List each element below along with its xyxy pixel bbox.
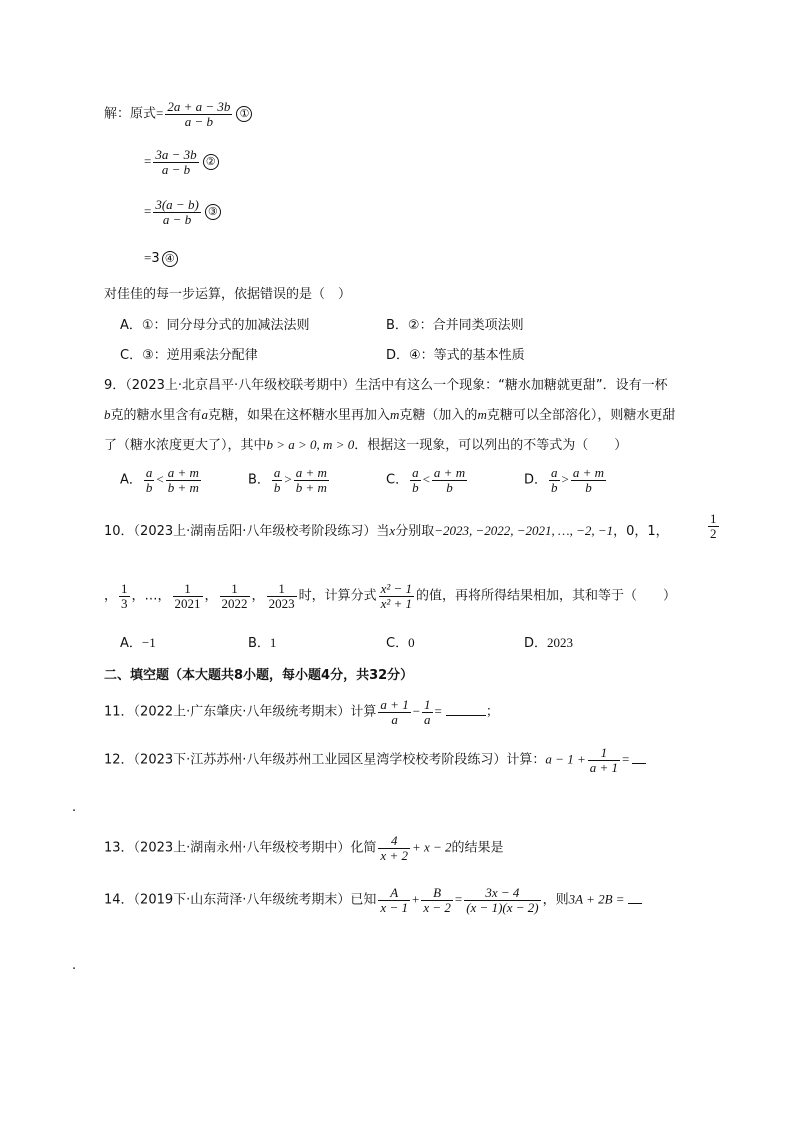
- solution-step-1: 解：原式= $\frac{2a + a - 3b}{a - b}$ ①: [104, 100, 252, 128]
- step2-denominator: a − b: [161, 161, 191, 177]
- q9-line-1: 9．（2023上·北京昌平·八年级校联考期中）生活中有这么一个现象：“糖水加糖就更甜”．设有一杯: [104, 378, 668, 393]
- step-mark-1: ①: [236, 106, 252, 122]
- q10-line-2: ， $\frac{1}{3}$ ，…， $\frac{1}{2021}$ ， $\frac{1}{2022}$ ， $\frac{1}{2023}$ 时，计算分式 $\frac{\text{x² − 1}}{\text{x² + 1}}$ 的值，再将所得结果相加，其和等于（ ）: [104, 581, 677, 611]
- step1-numerator: 2a + a − 3b: [167, 99, 231, 114]
- step3-denominator: a − b: [162, 211, 192, 227]
- solution-step-2: = $\frac{3a - 3b}{a - b}$ ②: [144, 148, 219, 176]
- q8-option-c[interactable]: C．③：逆用乘法分配律: [120, 348, 258, 363]
- solution-step-3: = $\frac{3(a - b)}{a - b}$ ③: [144, 198, 221, 226]
- q10-values: −2023, −2022, −2021, …, −2, −1: [434, 523, 614, 538]
- q11-number: 11．: [104, 704, 134, 720]
- q10-number: 10．: [104, 524, 134, 539]
- step3-numerator: 3(a − b): [155, 197, 199, 212]
- q12-answer-blank[interactable]: [632, 753, 646, 764]
- q12-dot: .: [72, 800, 77, 815]
- q10-option-b[interactable]: B．1: [248, 635, 277, 651]
- section-2-title: 二、填空题（本大题共8小题，每小题4分，共32分）: [104, 668, 414, 683]
- step-mark-2: ②: [203, 154, 219, 170]
- q9-option-a[interactable]: A． $\frac{a}{b}$ < $\frac{a + m}{b + m}$: [120, 465, 199, 495]
- q14-source: （2019下·山东菏泽·八年级统考期末）: [133, 892, 351, 908]
- q10-option-d[interactable]: D．2023: [524, 635, 574, 651]
- q13-source: （2023上·湖南永州·八年级校考期中）: [133, 840, 351, 856]
- q12-number: 12．: [104, 752, 134, 768]
- q9-option-c[interactable]: C． $\frac{a}{b}$ < $\frac{a + m}{b}$: [386, 465, 466, 495]
- q12-source: （2023下·江苏苏州·八年级苏州工业园区星湾学校校考阶段练习）: [133, 752, 507, 768]
- q8-stem: 对佳佳的每一步运算，依据错误的是（ ）: [104, 287, 352, 302]
- step1-denominator: a − b: [184, 113, 214, 129]
- q10-option-c[interactable]: C．0: [386, 635, 415, 651]
- q9-line-2: b克的糖水里含有a克糖，如果在这杯糖水里再加入m克糖（加入的m克糖可以全部溶化），则糖水更甜: [104, 407, 676, 423]
- q13: 13．（2023上·湖南永州·八年级校考期中）化简 $\frac{4}{x + 2}$ + x − 2的结果是: [104, 833, 504, 863]
- q10-source: （2023上·湖南岳阳·八年级校考阶段练习）: [133, 524, 377, 539]
- solution-step-4: =3 ④: [144, 250, 178, 267]
- q14: 14．（2019下·山东菏泽·八年级统考期末）已知 $\frac{A}{x - 1}$ + $\frac{B}{x - 2}$ = $\frac{3x - 4}{(x - 1)(x - 2)}$ ，则3A + 2B =: [104, 886, 642, 914]
- q9-option-b[interactable]: B． $\frac{a}{b}$ > $\frac{a + m}{b + m}$: [248, 465, 327, 495]
- q14-number: 14．: [104, 892, 134, 908]
- step4-value: 3: [151, 251, 160, 266]
- q8-option-d[interactable]: D．④：等式的基本性质: [386, 348, 525, 363]
- q13-number: 13．: [104, 840, 134, 856]
- q11-answer-blank[interactable]: [446, 705, 486, 716]
- q10-option-a[interactable]: A．−1: [120, 635, 156, 651]
- q9-source: （2023上·北京昌平·八年级校联考期中）: [125, 378, 356, 393]
- q8-option-a[interactable]: A．①：同分母分式的加减法法则: [120, 318, 310, 333]
- step2-numerator: 3a − 3b: [155, 147, 197, 162]
- q9-number: 9．: [104, 378, 126, 393]
- q11-source: （2022上·广东肇庆·八年级统考期末）: [133, 704, 351, 720]
- step-mark-3: ③: [205, 204, 221, 220]
- q9-line-3: 了（糖水浓度更大了），其中b > a > 0, m > 0．根据这一现象，可以列出的不等式为（ ）: [104, 437, 628, 453]
- q14-answer-blank[interactable]: [628, 893, 642, 904]
- step-mark-4: ④: [162, 251, 178, 267]
- solution-prefix: 解：原式: [104, 106, 157, 122]
- q10-half: $\frac{1}{2}$: [710, 511, 717, 541]
- q8-option-b[interactable]: B．②：合并同类项法则: [386, 318, 524, 333]
- q12: 12．（2023下·江苏苏州·八年级苏州工业园区星湾学校校考阶段练习）计算：a − 1 + $\frac{1}{a + 1}$ =: [104, 746, 646, 774]
- q9-condition: b > a > 0, m > 0: [266, 437, 355, 452]
- q10-line-1: 10．（2023上·湖南岳阳·八年级校考阶段练习）当x分别取−2023, −2022, −2021, …, −2, −1，0，1，: [104, 523, 669, 539]
- q11: 11．（2022上·广东肇庆·八年级统考期末）计算 $\frac{a + 1}{a}$ − $\frac{1}{a}$ = ；: [104, 697, 499, 727]
- q14-dot: .: [72, 958, 77, 973]
- q9-option-d[interactable]: D． $\frac{a}{b}$ > $\frac{a + m}{b}$: [524, 465, 605, 495]
